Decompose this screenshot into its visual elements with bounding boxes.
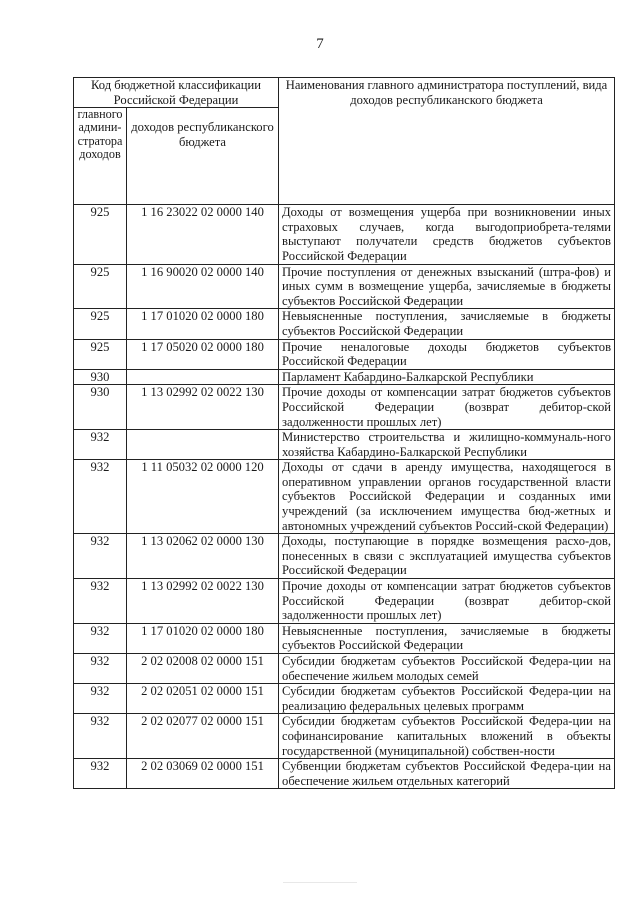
- revenue-name-cell: Прочие поступления от денежных взысканий (штра-фов) и иных сумм в возмещение ущерба, зачисляемые в бюджеты субъектов Российской Федерации: [279, 264, 615, 309]
- table-body: [74, 205, 615, 789]
- revenue-name-cell: Субсидии бюджетам субъектов Российской Федера-ции на софинансирование капитальных вложений в объекты государственной (муниципальной) собствен-ности: [279, 714, 615, 759]
- revenue-code-cell: 2 02 02008 02 0000 151: [127, 654, 279, 684]
- header-row: [74, 78, 615, 108]
- admin-code-cell: 925: [74, 205, 127, 264]
- page-number: 7: [316, 36, 324, 52]
- revenue-code-cell: 2 02 03069 02 0000 151: [127, 759, 279, 789]
- admin-code-cell: 932: [74, 623, 127, 653]
- table-row: [74, 654, 615, 684]
- table-row: [74, 309, 615, 339]
- admin-code-cell: 925: [74, 339, 127, 369]
- revenue-code-cell: [127, 369, 279, 385]
- revenue-name-cell: Субвенции бюджетам субъектов Российской Федера-ции на обеспечение жильем отдельных категорий: [279, 759, 615, 789]
- revenue-code-cell: 1 17 05020 02 0000 180: [127, 339, 279, 369]
- table-row: [74, 759, 615, 789]
- admin-code-cell: 932: [74, 579, 127, 624]
- table-row: [74, 714, 615, 759]
- revenue-name-cell: Невыясненные поступления, зачисляемые в бюджеты субъектов Российской Федерации: [279, 309, 615, 339]
- admin-code-cell: 932: [74, 430, 127, 460]
- admin-code-cell: 930: [74, 369, 127, 385]
- table-row: [74, 684, 615, 714]
- revenue-code-cell: [127, 430, 279, 460]
- table-row: [74, 264, 615, 309]
- revenue-code-cell: 1 17 01020 02 0000 180: [127, 309, 279, 339]
- table-row: [74, 579, 615, 624]
- table-row: [74, 205, 615, 264]
- admin-code-cell: 932: [74, 534, 127, 579]
- code-group-header: Код бюджетной классификации Российской Федерации: [74, 78, 279, 108]
- table-row: [74, 460, 615, 534]
- footer-mark: [283, 882, 357, 883]
- revenue-name-cell: Доходы от возмещения ущерба при возникновении иных страховых случаев, когда выгодоприобрета-телями выступают получатели средств бюджетов субъектов Российской Федерации: [279, 205, 615, 264]
- revenue-name-cell: Субсидии бюджетам субъектов Российской Федера-ции на обеспечение жильем молодых семей: [279, 654, 615, 684]
- admin-column-header: главного админи-стратора доходов: [74, 108, 127, 205]
- revenue-admin-table: [73, 77, 615, 789]
- admin-code-cell: 932: [74, 654, 127, 684]
- revenue-name-cell: Прочие доходы от компенсации затрат бюджетов субъектов Российской Федерации (возврат дебитор-ской задолженности прошлых лет): [279, 385, 615, 430]
- table-row: [74, 385, 615, 430]
- revenue-code-cell: 1 17 01020 02 0000 180: [127, 623, 279, 653]
- table-row: [74, 623, 615, 653]
- revenue-name-cell: Невыясненные поступления, зачисляемые в бюджеты субъектов Российской Федерации: [279, 623, 615, 653]
- admin-code-cell: 932: [74, 684, 127, 714]
- revenue-code-cell: 1 13 02992 02 0022 130: [127, 385, 279, 430]
- revenue-code-cell: 1 13 02062 02 0000 130: [127, 534, 279, 579]
- revenue-code-cell: 1 16 23022 02 0000 140: [127, 205, 279, 264]
- revenue-name-cell: Прочие доходы от компенсации затрат бюджетов субъектов Российской Федерации (возврат дебитор-ской задолженности прошлых лет): [279, 579, 615, 624]
- table-row: [74, 534, 615, 579]
- revenue-code-cell: 1 16 90020 02 0000 140: [127, 264, 279, 309]
- admin-code-cell: 932: [74, 714, 127, 759]
- revenue-name-cell: Доходы от сдачи в аренду имущества, находящегося в оперативном управлении органов государственной власти субъектов Российской Федерации и созданных ими учреждений (за исключением имущества бюд-жетных и автономных учреждений субъектов Россий-ской Федерации): [279, 460, 615, 534]
- table-row: [74, 339, 615, 369]
- name-column-header: Наименования главного администратора поступлений, вида доходов республиканского бюджета: [279, 78, 615, 205]
- revenue-column-header: доходов республиканского бюджета: [127, 108, 279, 205]
- revenue-code-cell: 1 11 05032 02 0000 120: [127, 460, 279, 534]
- table-row: [74, 369, 615, 385]
- revenue-name-cell: Министерство строительства и жилищно-коммуналь-ного хозяйства Кабардино-Балкарской Республики: [279, 430, 615, 460]
- admin-code-cell: 925: [74, 309, 127, 339]
- revenue-code-cell: 1 13 02992 02 0022 130: [127, 579, 279, 624]
- revenue-name-cell: Прочие неналоговые доходы бюджетов субъектов Российской Федерации: [279, 339, 615, 369]
- revenue-name-cell: Парламент Кабардино-Балкарской Республики: [279, 369, 615, 385]
- revenue-code-cell: 2 02 02051 02 0000 151: [127, 684, 279, 714]
- admin-code-cell: 930: [74, 385, 127, 430]
- admin-code-cell: 932: [74, 460, 127, 534]
- admin-code-cell: 925: [74, 264, 127, 309]
- revenue-name-cell: Доходы, поступающие в порядке возмещения расхо-дов, понесенных в связи с эксплуатацией имущества субъектов Российской Федерации: [279, 534, 615, 579]
- table-row: [74, 430, 615, 460]
- revenue-name-cell: Субсидии бюджетам субъектов Российской Федера-ции на реализацию федеральных целевых программ: [279, 684, 615, 714]
- admin-code-cell: 932: [74, 759, 127, 789]
- revenue-code-cell: 2 02 02077 02 0000 151: [127, 714, 279, 759]
